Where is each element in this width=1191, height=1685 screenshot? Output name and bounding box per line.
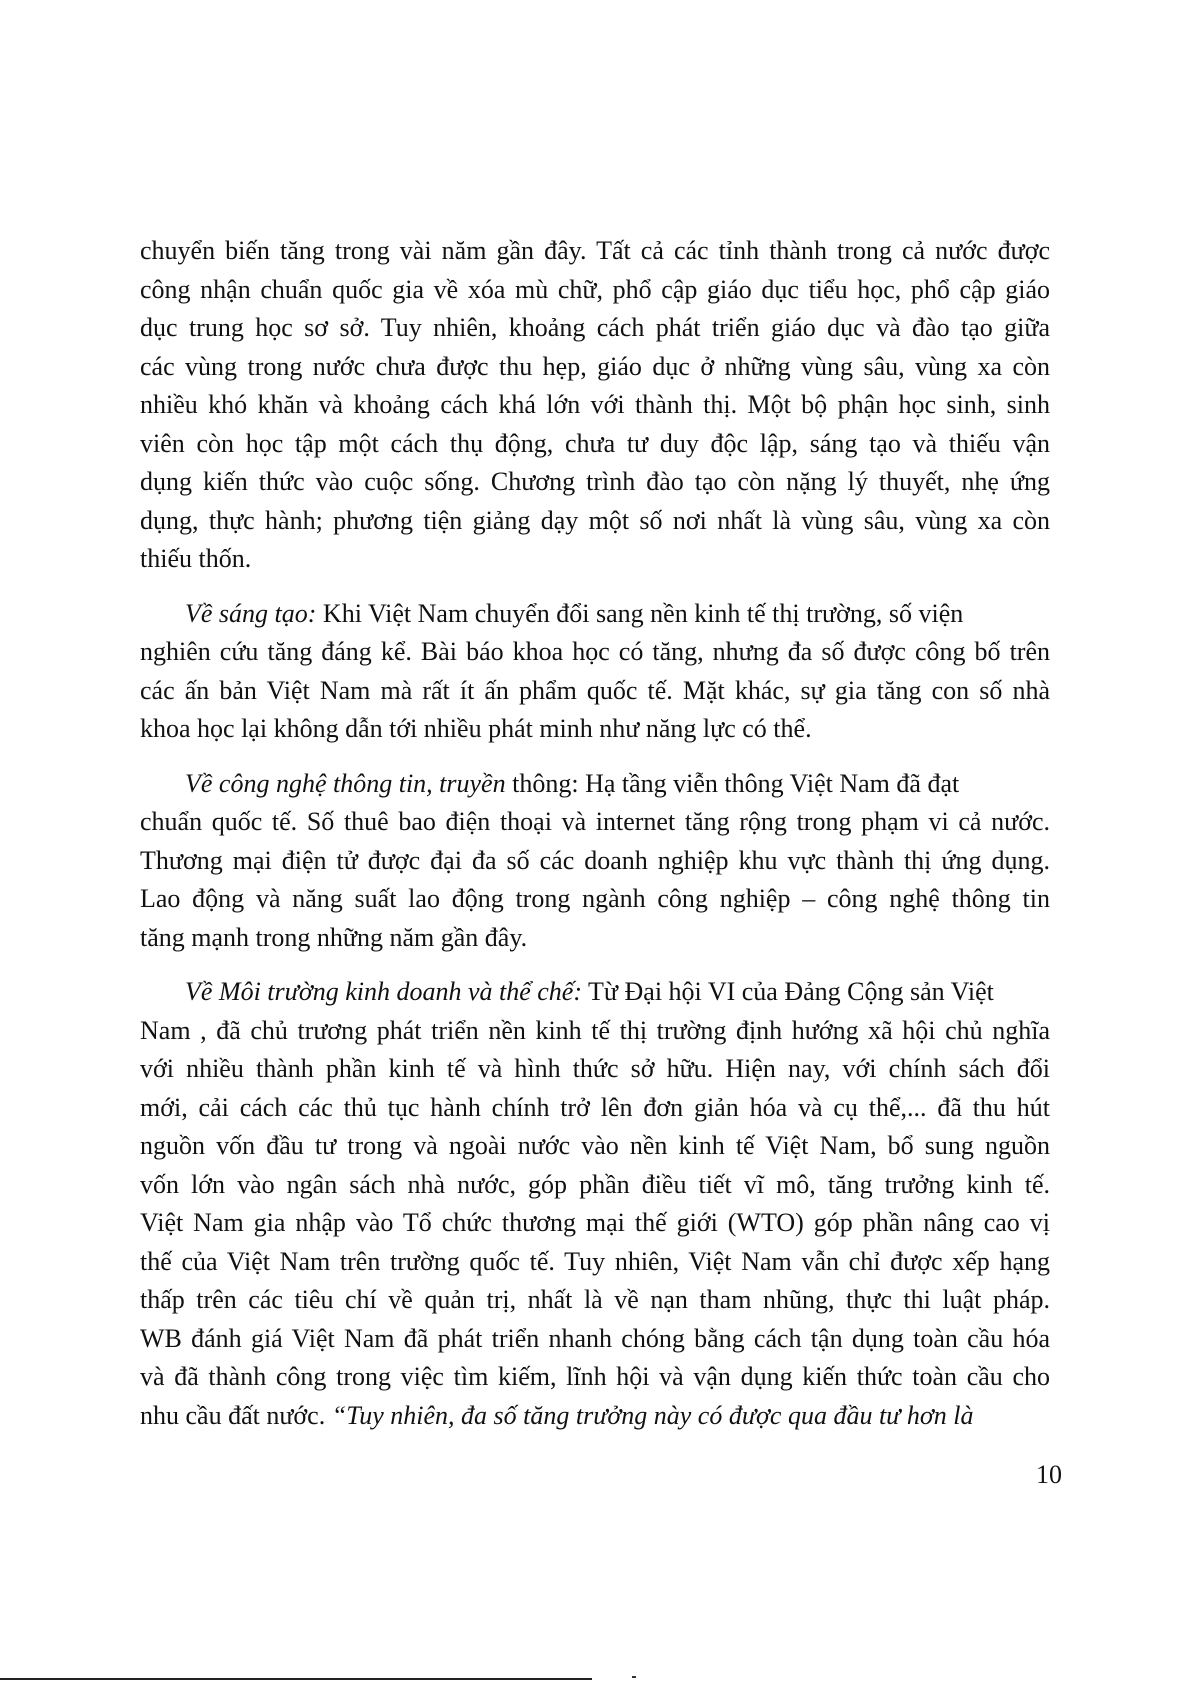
text-line: với nhiều thành phần kinh tế và hình thức sở hữu. Hiện nay, với chính sách đổi xyxy=(140,1054,1050,1083)
text-line: mới, cải cách các thủ tục hành chính trở lên đơn giản hóa và cụ thể,... đã thu hút xyxy=(140,1092,1050,1122)
text-line-last xyxy=(140,1397,1050,1436)
text-line: Việt Nam gia nhập vào Tổ chức thương mại thế giới (WTO) góp phần nâng cao vị xyxy=(140,1208,1050,1237)
text-line: dụng kiến thức vào cuộc sống. Chương trình đào tạo còn nặng lý thuyết, nhẹ ứng xyxy=(140,467,1050,496)
text-line: thấp trên các tiêu chí về quản trị, nhất là về nạn tham nhũng, thực thi luật pháp. xyxy=(140,1285,1050,1314)
paragraph-gap xyxy=(140,579,1050,595)
paragraph-gap xyxy=(140,749,1050,765)
footer-mark xyxy=(632,1676,636,1678)
body-text xyxy=(140,232,1050,1435)
text-line: Nam , đã chủ trương phát triển nền kinh tế thị trường định hướng xã hội chủ nghĩa xyxy=(140,1015,1050,1045)
quoted-text: “Tuy nhiên, đa số tăng trưởng này có được qua đầu tư hơn là xyxy=(325,1400,974,1430)
text-line: vốn lớn vào ngân sách nhà nước, góp phần điều tiết vĩ mô, tăng trưởng kinh tế. xyxy=(140,1169,1050,1199)
paragraph-first-line xyxy=(140,595,1050,634)
text-line: nghiên cứu tăng đáng kể. Bài báo khoa học có tăng, nhưng đa số được công bố trên xyxy=(140,637,1050,666)
paragraph-heading: Về công nghệ thông tin, truyền xyxy=(185,768,506,798)
text-line: chuẩn quốc tế. Số thuê bao điện thoại và internet tăng rộng trong phạm vi cả nước. xyxy=(140,807,1050,836)
text-line: các vùng trong nước chưa được thu hẹp, giáo dục ở những vùng sâu, vùng xa còn xyxy=(140,351,1050,381)
paragraph-heading: Về Môi trường kinh doanh và thể chế: xyxy=(185,977,583,1006)
text-line: dục trung học sơ sở. Tuy nhiên, khoảng cách phát triển giáo dục và đào tạo giữa xyxy=(140,313,1050,342)
text-line: dụng, thực hành; phương tiện giảng dạy một số nơi nhất là vùng sâu, vùng xa còn xyxy=(140,505,1050,535)
text-line: thiếu thốn. xyxy=(140,544,252,573)
paragraph-first-line xyxy=(140,973,1050,1012)
paragraph-heading: Về sáng tạo: xyxy=(185,598,317,628)
text-segment: Khi Việt Nam chuyển đổi sang nền kinh tế thị trường, số viện xyxy=(316,598,964,628)
page-number: 10 xyxy=(1036,1460,1062,1489)
text-line: khoa học lại không dẫn tới nhiều phát minh như năng lực có thể. xyxy=(140,714,812,743)
text-line: nguồn vốn đầu tư trong và ngoài nước vào nền kinh tế Việt Nam, bổ sung nguồn xyxy=(140,1131,1050,1160)
paragraph-business-environment xyxy=(140,973,1050,1435)
text-segment: nhu cầu đất nước. xyxy=(140,1400,326,1430)
text-line: thế của Việt Nam trên trường quốc tế. Tuy nhiên, Việt Nam vẫn chỉ được xếp hạng xyxy=(140,1246,1050,1276)
paragraph-ict xyxy=(140,765,1050,958)
text-line: viên còn học tập một cách thụ động, chưa tư duy độc lập, sáng tạo và thiếu vận xyxy=(140,428,1050,458)
text-line: Lao động và năng suất lao động trong ngành công nghiệp – công nghệ thông tin xyxy=(140,884,1050,913)
text-line: và đã thành công trong việc tìm kiếm, lĩnh hội và vận dụng kiến thức toàn cầu cho xyxy=(140,1362,1050,1391)
text-line: chuyển biến tăng trong vài năm gần đây. Tất cả các tỉnh thành trong cả nước được xyxy=(140,236,1050,265)
paragraph-education xyxy=(140,232,1050,579)
footer-rule xyxy=(0,1678,592,1680)
text-line: WB đánh giá Việt Nam đã phát triển nhanh chóng bằng cách tận dụng toàn cầu hóa xyxy=(140,1323,1050,1353)
paragraph-creativity xyxy=(140,595,1050,749)
text-line: tăng mạnh trong những năm gần đây. xyxy=(140,922,528,952)
text-line: công nhận chuẩn quốc gia về xóa mù chữ, phổ cập giáo dục tiểu học, phổ cập giáo xyxy=(140,274,1050,304)
paragraph-gap xyxy=(140,957,1050,973)
text-segment: Hạ tầng viễn thông Việt Nam đã đạt xyxy=(578,768,960,798)
text-line: Thương mại điện tử được đại đa số các doanh nghiệp khu vực thành thị ứng dụng. xyxy=(140,845,1050,875)
text-line: nhiều khó khăn và khoảng cách khá lớn với thành thị. Một bộ phận học sinh, sinh xyxy=(140,390,1050,419)
text-line: các ấn bản Việt Nam mà rất ít ấn phẩm quốc tế. Mặt khác, sự gia tăng con số nhà xyxy=(140,675,1050,705)
text-segment: Từ Đại hội VI của Đảng Cộng sản Việt xyxy=(582,977,994,1006)
heading-tail: thông: xyxy=(505,768,579,798)
paragraph-first-line xyxy=(140,765,1050,804)
